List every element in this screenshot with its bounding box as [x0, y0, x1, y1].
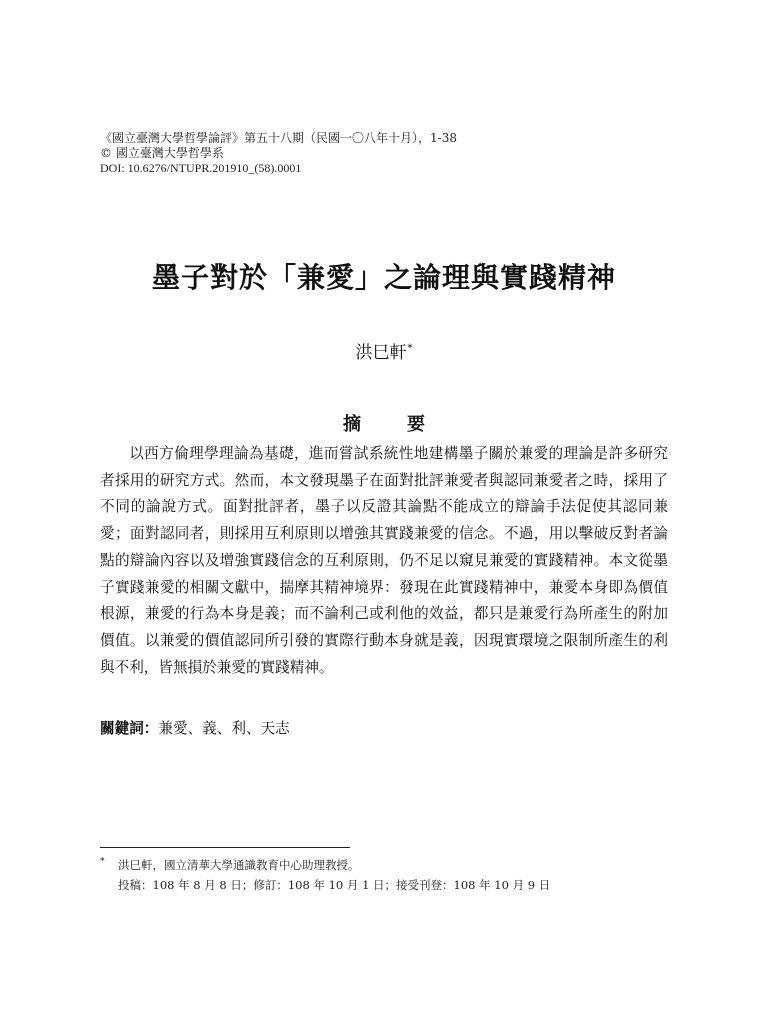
- keywords-terms: 兼愛、義、利、天志: [158, 720, 290, 737]
- keywords-line: [100, 719, 668, 739]
- footnote-affiliation: 洪巳軒，國立清華大學通識教育中心助理教授。: [118, 858, 360, 872]
- copyright-notice: © 國立臺灣大學哲學系: [100, 146, 224, 160]
- author-footnote-marker[interactable]: *: [407, 343, 413, 355]
- footnote-dates: 投稿：108 年 8 月 8 日；修訂：108 年 10 月 1 日；接受刊登：108 年 10 月 9 日: [118, 878, 551, 892]
- author-footnote: [100, 855, 670, 895]
- abstract-heading: 摘 要: [343, 414, 439, 435]
- footnote-divider: [100, 847, 350, 848]
- journal-citation: 《國立臺灣大學哲學論評》第五十八期（民國一〇八年十月），1-38: [100, 131, 457, 145]
- author-line: [0, 338, 768, 363]
- doi-line[interactable]: DOI: 10.6276/NTUPR.201910_(58).0001: [100, 161, 302, 175]
- author-name: 洪巳軒: [355, 343, 407, 363]
- abstract-body: 以西方倫理學理論為基礎，進而嘗試系統性地建構墨子關於兼愛的理論是許多研究者採用的研究方式。然而，本文發現墨子在面對批評兼愛者與認同兼愛者之時，採用了不同的論說方式。面對批評者，墨子以反證其論點不能成立的辯論手法促使其認同兼愛；面對認同者，則採用互利原則以增強其實踐兼愛的信念。不過，用以擊破反對者論點的辯論內容以及增強實踐信念的互利原則，仍不足以窺見兼愛的實踐精神。本文從墨子實踐兼愛的相關文獻中，揣摩其精神境界：發現在此實踐精神中，兼愛本身即為價值根源，兼愛的行為本身是義；而不論利己或利他的效益，都只是兼愛行為所產生的附加價值。以兼愛的價值認同所引發的實際行動本身就是義，因現實環境之限制所產生的利與不利，皆無損於兼愛的實踐精神。: [100, 445, 668, 676]
- article-title: 墨子對於「兼愛」之論理與實踐精神: [151, 261, 616, 294]
- footnote-marker: *: [100, 857, 105, 867]
- citation-header: [100, 131, 660, 176]
- keywords-label: 關鍵詞：: [100, 720, 159, 737]
